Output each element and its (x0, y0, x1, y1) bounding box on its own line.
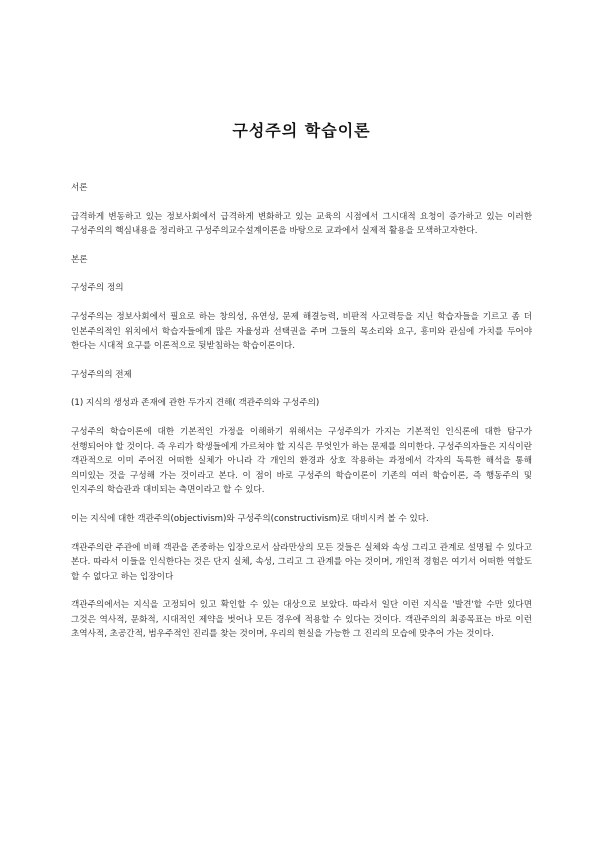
paragraph-objectivism-knowledge: 객관주의에서는 지식을 고정되어 있고 확인할 수 있는 대상으로 보았다. 따라서 일단 이런 지식을 '발견'할 수만 있다면 그것은 역사적, 문화적, 시대적인 제약을 벗어나 모든 경우에 적용할 수 있다는 것이다. 객관주의의 최종목표는 바로 이런 초역사적, 초공간적, 범우주적인 진리를 찾는 것이며, 우리의 현실을 가능한 그 진리의 모습에 맞추어 가는 것이다. (71, 600, 532, 640)
document-title: 구성주의 학습이론 (232, 121, 371, 140)
intro-heading: 서론 (71, 183, 88, 193)
paragraph-epistemology: 구성주의 학습이론에 대한 기본적인 가정을 이해하기 위해서는 구성주의가 가지는 기본적인 인식론에 대한 탐구가 선행되어야 할 것이다. 즉 우리가 학생들에게 가르쳐야 할 지식은 무엇인가 하는 문제를 의미한다. 구성주의자들은 지식이란 객관적으로 이미 주어진 어떠한 실체가 아니라 각 개인의 환경과 상호 작용하는 과정에서 각자의 독특한 해석을 통해 의미있는 것을 구성해 가는 것이라고 본다. 이 점이 바로 구성주의 학습이론이 기존의 여러 학습이론, 즉 행동주의 및 인지주의 학습관과 대비되는 측면이라고 할 수 있다. (71, 426, 532, 496)
premise-subheading: (1) 지식의 생성과 존재에 관한 두가지 견해( 객관주의와 구성주의) (71, 398, 320, 409)
definition-paragraph: 구성주의는 정보사회에서 필요로 하는 창의성, 유연성, 문제 해결능력, 비판적 사고력등을 지닌 학습자들을 기르고 좀 더 인본주의적인 위치에서 학습자들에게 많은 자율성과 선택권을 주며 그들의 목소리와 요구, 흥미와 관심에 가치를 두어야 한다는 시대적 요구를 이론적으로 뒷받침하는 학습이론이다. (71, 311, 532, 352)
definition-heading: 구성주의 정의 (71, 283, 124, 294)
body-heading: 본론 (71, 254, 88, 265)
premise-heading: 구성주의의 전제 (71, 369, 132, 380)
intro-paragraph: 급격하게 변동하고 있는 정보사회에서 급격하게 변화하고 있는 교육의 시점에서 그시대적 요청이 증가하고 있는 이러한 구성주의의 핵심내용을 정리하고 구성주의교수설계이론을 바탕으로 교과에서 실제적 활용을 모색하고자한다. (71, 211, 532, 237)
paragraph-objectivism-definition: 객관주의란 주관에 비해 객관을 존중하는 입장으로서 삼라만상의 모든 것들은 실체와 속성 그리고 관계로 설명될 수 있다고 본다. 따라서 이들을 인식한다는 것은 단지 실체, 속성, 그리고 그 관계를 아는 것이며, 개인적 경험은 여기서 어떠한 역할도 할 수 없다고 하는 입장이다 (71, 542, 532, 582)
paragraph-contrast: 이는 지식에 대한 객관주의(objectivism)와 구성주의(constructivism)로 대비시켜 볼 수 있다. (71, 513, 429, 524)
